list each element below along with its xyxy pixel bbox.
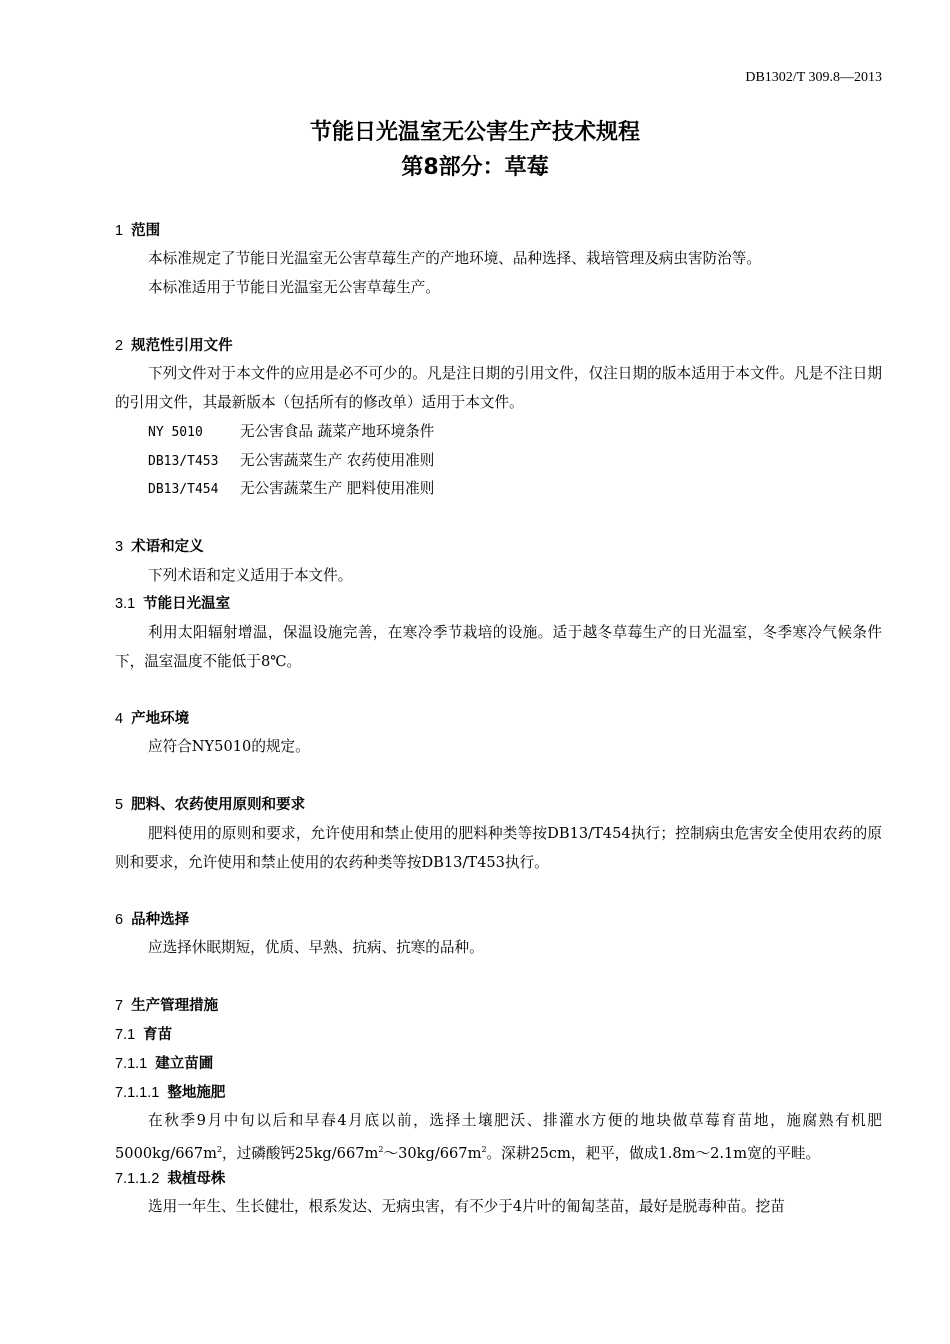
section-number: 7.1.1 (115, 1056, 148, 1072)
reference-title: 无公害蔬菜生产 农药使用准则 (240, 452, 435, 469)
paragraph: 本标准规定了节能日光温室无公害草莓生产的产地环境、品种选择、栽培管理及病虫害防治等。 (148, 250, 761, 267)
section-heading-1 (115, 217, 160, 245)
section-heading-7-1 (115, 1021, 172, 1049)
section-heading-7-1-1-1 (115, 1079, 225, 1107)
text: ～30kg/667m (383, 1144, 482, 1162)
paragraph: 选用一年生、生长健壮，根系发达、无病虫害，有不少于4片叶的匍匐茎苗，最好是脱毒种苗。挖苗 (148, 1198, 785, 1215)
section-title: 栽植母株 (167, 1171, 226, 1187)
section-title: 品种选择 (131, 912, 190, 928)
reference-title: 无公害蔬菜生产 肥料使用准则 (240, 480, 435, 497)
section-heading-3 (115, 533, 204, 561)
section-heading-7-1-1-2 (115, 1165, 225, 1193)
section-heading-3-1 (115, 590, 230, 618)
section-number: 1 (115, 223, 124, 239)
paragraph: 下列术语和定义适用于本文件。 (148, 567, 353, 584)
paragraph: 本标准适用于节能日光温室无公害草莓生产。 (148, 279, 440, 296)
document-number: DB1302/T 309.8—2013 (745, 70, 882, 85)
section-number: 4 (115, 711, 124, 727)
document-subtitle: 第8部分：草莓 (401, 155, 549, 180)
reference-code: DB13/T453 (148, 454, 219, 469)
section-number: 6 (115, 912, 124, 928)
reference-code: NY 5010 (148, 425, 203, 440)
section-number: 2 (115, 338, 124, 354)
section-heading-7-1-1 (115, 1050, 213, 1078)
section-number: 7.1 (115, 1027, 136, 1043)
section-heading-5 (115, 791, 305, 819)
paragraph: 利用太阳辐射增温，保温设施完善，在寒冷季节栽培的设施。适于越冬草莓生产的日光温室，冬季寒冷气候条件下，温室温度不能低于8℃。 (115, 624, 882, 670)
reference-code: DB13/T454 (148, 482, 219, 497)
section-title: 育苗 (143, 1027, 173, 1043)
superscript: 2 (378, 1144, 384, 1154)
section-number: 7.1.1.2 (115, 1171, 160, 1187)
section-heading-7 (115, 992, 218, 1020)
reference-title: 无公害食品 蔬菜产地环境条件 (240, 423, 435, 440)
section-heading-2 (115, 332, 233, 360)
section-title: 整地施肥 (167, 1085, 226, 1101)
reference-item (148, 475, 434, 504)
paragraph: 下列文件对于本文件的应用是必不可少的。凡是注日期的引用文件，仅注日期的版本适用于本文件。凡是不注日期的引用文件，其最新版本（包括所有的修改单）适用于本文件。 (115, 365, 882, 411)
section-title: 范围 (131, 223, 161, 239)
text: 在秋季9月中旬以后和早春4月底以前，选择土壤肥沃、排灌水方便的地块做草莓育苗地，施腐熟有机肥5000kg/667m (115, 1112, 882, 1162)
section-number: 7.1.1.1 (115, 1085, 160, 1101)
section-title: 产地环境 (131, 711, 190, 727)
section-title: 建立苗圃 (155, 1056, 214, 1072)
section-number: 7 (115, 998, 124, 1014)
document-title: 节能日光温室无公害生产技术规程 (309, 120, 640, 145)
paragraph: 肥料使用的原则和要求，允许使用和禁止使用的肥料种类等按DB13/T454执行；控制病虫危害安全使用农药的原则和要求，允许使用和禁止使用的农药种类等按DB13/T453执行。 (115, 825, 882, 871)
section-title: 规范性引用文件 (131, 338, 233, 354)
section-title: 术语和定义 (131, 539, 204, 555)
section-heading-6 (115, 906, 189, 934)
text: ，过磷酸钙25kg/667m (222, 1144, 379, 1162)
section-title: 生产管理措施 (131, 998, 219, 1014)
section-heading-4 (115, 705, 189, 733)
paragraph (115, 1107, 882, 1168)
section-title: 节能日光温室 (143, 596, 231, 612)
paragraph: 应符合NY5010的规定。 (148, 738, 310, 755)
section-title: 肥料、农药使用原则和要求 (131, 797, 306, 813)
reference-item (148, 447, 434, 476)
section-number: 3 (115, 539, 124, 555)
text: 。深耕25cm，耙平，做成1.8m～2.1m宽的平畦。 (486, 1144, 821, 1162)
section-number: 3.1 (115, 596, 136, 612)
superscript: 2 (481, 1144, 487, 1154)
paragraph: 应选择休眠期短，优质、早熟、抗病、抗寒的品种。 (148, 939, 484, 956)
reference-item (148, 418, 434, 447)
superscript: 2 (216, 1144, 223, 1154)
section-number: 5 (115, 797, 124, 813)
